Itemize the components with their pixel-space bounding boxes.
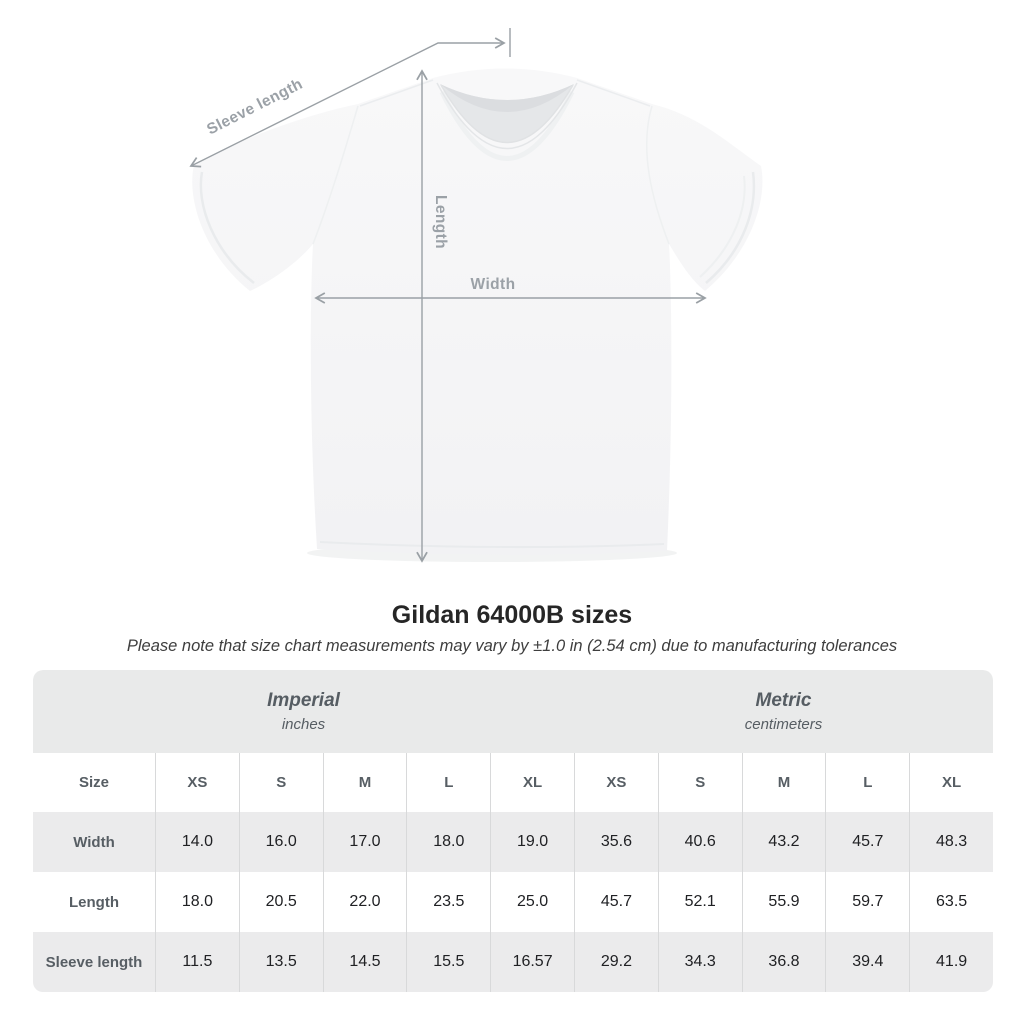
size-col-header: L <box>406 753 490 812</box>
width-dimension-label: Width <box>470 276 516 293</box>
size-col-header: S <box>239 753 323 812</box>
value-cell: 16.57 <box>490 932 574 992</box>
row-label: Sleeve length <box>45 953 143 971</box>
value-cell: 13.5 <box>239 932 323 992</box>
table-row-sleeve-length <box>33 932 993 992</box>
imperial-header <box>33 670 574 753</box>
value-cell: 63.5 <box>909 872 993 932</box>
value-cell: 55.9 <box>742 872 826 932</box>
value-cell: 25.0 <box>490 872 574 932</box>
size-header-row <box>33 753 993 812</box>
imperial-unit: inches <box>281 716 326 733</box>
value-cell: 16.0 <box>239 812 323 872</box>
value-cell: 35.6 <box>574 812 658 872</box>
value-cell: 59.7 <box>825 872 909 932</box>
row-label: Width <box>73 833 115 851</box>
value-cell: 41.9 <box>909 932 993 992</box>
value-cell: 48.3 <box>909 812 993 872</box>
size-col-header: Size <box>78 774 109 791</box>
size-col-header: XL <box>909 753 993 812</box>
size-col-header: M <box>323 753 407 812</box>
value-cell: 20.5 <box>239 872 323 932</box>
value-cell: 18.0 <box>406 812 490 872</box>
value-cell: 15.5 <box>406 932 490 992</box>
value-cell: 11.5 <box>155 932 239 992</box>
value-cell: 34.3 <box>658 932 742 992</box>
table-row-length <box>33 872 993 932</box>
size-chart-table <box>33 670 993 992</box>
imperial-title: Imperial <box>267 690 340 711</box>
value-cell: 45.7 <box>825 812 909 872</box>
metric-header <box>574 670 993 753</box>
value-cell: 40.6 <box>658 812 742 872</box>
metric-title: Metric <box>755 690 812 711</box>
value-cell: 14.5 <box>323 932 407 992</box>
value-cell: 36.8 <box>742 932 826 992</box>
table-row-width <box>33 812 993 872</box>
size-col-header: M <box>742 753 826 812</box>
unit-header-band <box>33 670 993 753</box>
value-cell: 17.0 <box>323 812 407 872</box>
value-cell: 29.2 <box>574 932 658 992</box>
tolerance-note: Please note that size chart measurements may vary by ±1.0 in (2.54 cm) due to manufacturing tolerances <box>126 637 898 655</box>
value-cell: 19.0 <box>490 812 574 872</box>
value-cell: 23.5 <box>406 872 490 932</box>
sleeve-dimension-label: Sleeve length <box>204 75 306 139</box>
size-col-header: S <box>658 753 742 812</box>
value-cell: 14.0 <box>155 812 239 872</box>
size-col-header: XS <box>574 753 658 812</box>
row-label: Length <box>69 893 119 911</box>
value-cell: 22.0 <box>323 872 407 932</box>
size-col-header: XL <box>490 753 574 812</box>
metric-unit: centimeters <box>744 716 823 733</box>
length-dimension-label: Length <box>432 194 449 250</box>
value-cell: 18.0 <box>155 872 239 932</box>
size-col-header: L <box>825 753 909 812</box>
tshirt-illustration <box>192 69 762 555</box>
page-title: Gildan 64000B sizes <box>391 601 633 629</box>
value-cell: 39.4 <box>825 932 909 992</box>
size-col-header: XS <box>155 753 239 812</box>
value-cell: 45.7 <box>574 872 658 932</box>
value-cell: 52.1 <box>658 872 742 932</box>
value-cell: 43.2 <box>742 812 826 872</box>
